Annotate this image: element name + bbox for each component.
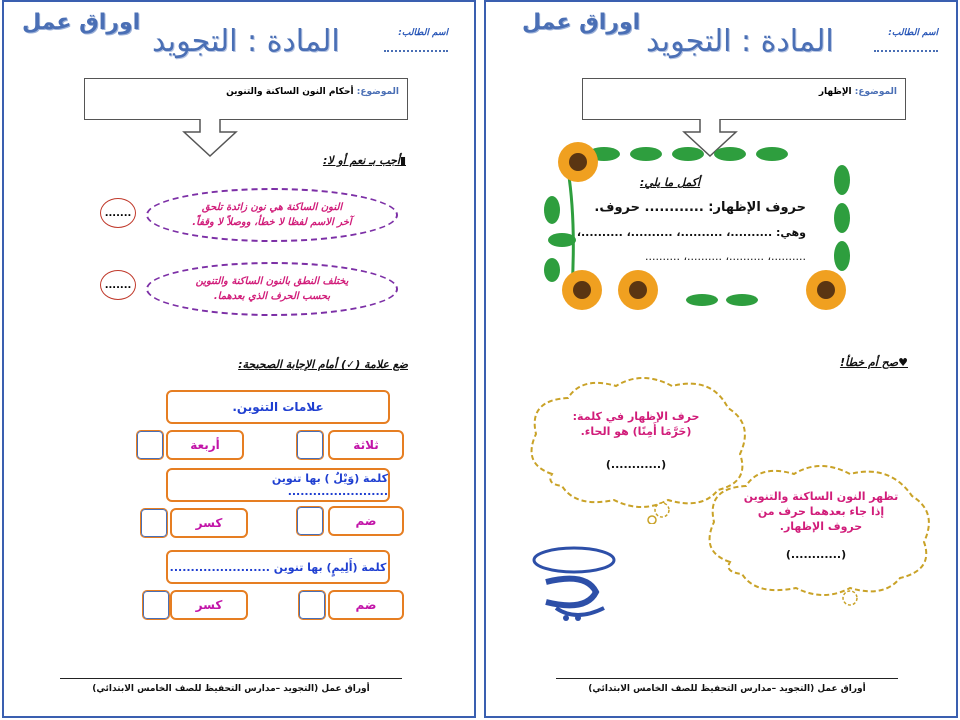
question-ellipse-2: يختلف النطق بالنون الساكنة والتنوين بحسب الحرف الذي بعدهما. — [146, 262, 398, 316]
topic-value: الإظهار — [818, 87, 852, 97]
answer-circle-1[interactable]: ....... — [100, 198, 136, 228]
section-checkmark-heading: ضع علامة (✓) أمام الإجابة الصحيحة: — [238, 358, 408, 371]
section-true-false-heading: ♥صح أم خطأ! — [839, 356, 908, 369]
mcq3-checkbox-b[interactable] — [142, 590, 170, 620]
footer-divider — [60, 678, 402, 679]
mcq1-question: علامات التنوين. — [166, 390, 390, 424]
arrow-icon — [180, 118, 240, 158]
mcq3-question: كلمة (أَلِيمٍ) بها تنوين ........................ — [166, 550, 390, 584]
topic-box — [84, 78, 408, 120]
mcq2-option-b: كسر — [170, 508, 248, 538]
topic-label: الموضوع: — [356, 87, 399, 97]
square-bullet-icon: ▮ — [399, 154, 406, 167]
student-name-label: اسم الطالب: — [398, 28, 448, 38]
mcq1-option-b: أربعة — [166, 430, 244, 460]
frame-line-3: ..........، ..........، ..........، .......... — [644, 250, 806, 263]
right-worksheet-page — [484, 0, 958, 718]
question-ellipse-1: النون الساكنة هي نون زائدة تلحق آخر الاسم لفظا لا خطأ، ووصلاً لا وقفاً. — [146, 188, 398, 242]
heart-bullet-icon: ♥ — [898, 356, 908, 369]
mcq3-checkbox-a[interactable] — [298, 590, 326, 620]
cloud1-statement: حرف الإظهار في كلمة: (حَرَّمَا أَمِنًا) هو الحاء. — [572, 410, 700, 438]
frame-line-1: حروف الإظهار: ............ حروف. — [594, 200, 806, 215]
worksheets-title: اوراق عمل — [22, 10, 141, 35]
mcq1-option-a: ثلاثة — [328, 430, 404, 460]
complete-heading: أكمل ما يلي: — [639, 176, 701, 189]
mcq3-option-b: كسر — [170, 590, 248, 620]
student-name-label: اسم الطالب: — [888, 28, 938, 38]
mcq1-checkbox-a[interactable] — [296, 430, 324, 460]
calligraphy-logo — [526, 542, 622, 624]
cloud1-answer[interactable]: (............) — [605, 458, 667, 471]
topic-label: الموضوع: — [854, 87, 897, 97]
footer-divider — [556, 678, 898, 679]
left-worksheet-page — [2, 0, 476, 718]
subject-title: المادة : التجويد — [152, 24, 340, 59]
page-footer: أوراق عمل (التجويد –مدارس التحفيظ للصف الخامس الابتدائي) — [588, 684, 866, 694]
answer-circle-2[interactable]: ....... — [100, 270, 136, 300]
mcq1-checkbox-b[interactable] — [136, 430, 164, 460]
topic-value: أحكام النون الساكنة والتنوين — [226, 87, 354, 97]
topic-box — [582, 78, 906, 120]
section-yes-no-heading: ▮أجب بـ نعم أو لا: — [322, 154, 406, 167]
worksheets-title: اوراق عمل — [522, 10, 641, 35]
mcq2-checkbox-b[interactable] — [140, 508, 168, 538]
student-name-field[interactable] — [874, 50, 938, 52]
cloud2-answer[interactable]: (............) — [785, 548, 847, 561]
mcq2-option-a: ضم — [328, 506, 404, 536]
frame-line-2: وهي: ..........، ..........، ..........، ..........، — [576, 226, 806, 239]
subject-title: المادة : التجويد — [646, 24, 834, 59]
thought-cloud-2 — [700, 462, 940, 612]
cloud2-statement: تظهر النون الساكنة والتنوين إذا جاء بعدهما حرف من حروف الإظهار. — [743, 490, 899, 533]
mcq2-checkbox-a[interactable] — [296, 506, 324, 536]
mcq2-question: كلمة (وَيْلٌ ) بها تنوين ........................ — [166, 468, 390, 502]
mcq3-option-a: ضم — [328, 590, 404, 620]
student-name-field[interactable] — [384, 50, 448, 52]
page-footer: أوراق عمل (التجويد –مدارس التحفيظ للصف الخامس الابتدائي) — [92, 684, 370, 694]
